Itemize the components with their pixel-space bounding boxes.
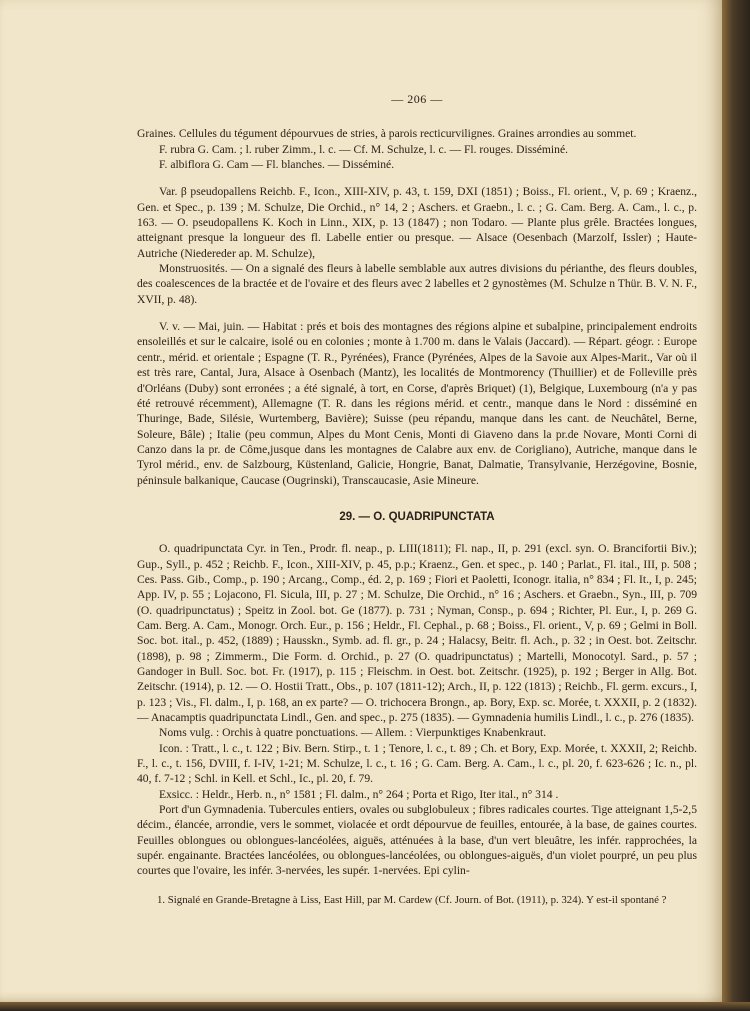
- paragraph-port: Port d'un Gymnadenia. Tubercules entiers, ovales ou subglobuleux ; fibres radicales courtes. Tige atteignant 1,5-2,5 décim., élancée, arrondie, vers le sommet, violacée et ordt dépourvue de feuilles, entourée, à la base, de gaines courtes. Feuilles oblongues ou oblongues-lancéolées, aiguës, atténuées à la base, d'un vert bleuâtre, les infér. rapprochées, la supér. engainante. Bractées lancéolées, ou oblongues-lancéolées, ou oblongues-aiguës, d'un violet pourpré, un peu plus courtes que l'ovaire, les infér. 3-nervées, les supér. 1-nervées. Epi cylin-: [137, 803, 697, 878]
- paragraph-graines: Graines. Cellules du tégument dépourvues de stries, à parois recticurvilignes. Graines arrondies au sommet.: [137, 127, 637, 141]
- paragraph-var-pseudopallens: Var. β pseudopallens Reichb. F., Icon., XIII-XIV, p. 43, t. 159, DXI (1851) ; Boiss., Fl. orient., V, p. 69 ; Kraenz., Gen. et Spec., p. 139 ; M. Schulze, Die Orchid., n° 14, 2 ; Aschers. et Graebn., l. c. ; G. Cam. Berg. A. Cam., l. c., p. 163. — O. pseudopallens K. Koch in Linn., XIX, p. 13 (1847) ; non Todaro. — Plante plus grêle. Bractées longues, atteignant presque la longueur des fl. Labelle entier ou presque. — Alsace (Oesenbach (Marzolf, Issler) ; Haute-Autriche (Niedereder ap. M. Schulze),: [137, 185, 697, 260]
- paragraph-f-rubra: F. rubra G. Cam. ; l. ruber Zimm., l. c. — Cf. M. Schulze, l. c. — Fl. rouges. Disséminé.: [159, 142, 568, 156]
- section-heading: 29. — O. QUADRIPUNCTATA: [339, 510, 495, 523]
- page-number: — 206 —: [391, 92, 443, 106]
- paragraph-exsicc: Exsicc. : Heldr., Herb. n., n° 1581 ; Fl. dalm., n° 264 ; Porta et Rigo, Iter ital., n° 314 .: [159, 787, 559, 801]
- paragraph-f-albiflora: F. albiflora G. Cam — Fl. blanches. — Disséminé.: [159, 158, 395, 172]
- book-bottom-edge: [0, 1002, 750, 1011]
- paragraph-noms-vulg: Noms vulg. : Orchis à quatre ponctuations. — Allem. : Vierpunktiges Knabenkraut.: [159, 726, 547, 740]
- paragraph-icon: Icon. : Tratt., l. c., t. 122 ; Biv. Bern. Stirp., t. 1 ; Tenore, l. c., t. 89 ; Ch. et Bory, Exp. Morée, t. XXXII, 2; Reichb. F., l. c., t. 156, DVIII, f. I-IV, 1-21; M. Schulze, l. c., t. 16 ; G. Cam. Berg. A. Cam., l. c., pl. 20, f. 623-626 ; Ic. n., pl. 40, f. 7-12 ; Schl. in Kell. et Schl., Ic., pl. 20, f. 79.: [137, 741, 697, 786]
- paragraph-synonymy: O. quadripunctata Cyr. in Ten., Prodr. fl. neap., p. LIII(1811); Fl. nap., II, p. 291 (excl. syn. O. Brancifortii Biv.); Gup., Syll., p. 452 ; Reichb. F., Icon., XIII-XIV, p. 45, p.p.; Kraenz., Gen. et spec., p. 140 ; Parlat., Fl. ital., III, p. 508 ; Ces. Pass. Gib., Comp., p. 190 ; Arcang., Comp., éd. 2, p. 169 ; Fiori et Paoletti, Iconogr. italia, n° 834 ; Fl. It., I, p. 245; App. IV, p. 55 ; Lojacono, Fl. Sicula, III, p. 27 ; M. Schulze, Die Orchid., n° 16 ; Aschers. et Graebn., Syn., III, p. 709 (O. quadripunctatus) ; Speitz in Zool. bot. Ge (1877). p. 731 ; Nyman, Consp., p. 694 ; Richter, Pl. Eur., I, p. 269 G. Cam. Berg. A. Cam., Monogr. Orch. Eur., p. 156 ; Heldr., Fl. Cephal., p. 68 ; Boiss., Fl. orient., V, p. 69 ; Gelmi in Boll. Soc. bot. ital., p. 452, (1889) ; Hausskn., Symb. ad. fl. gr., p. 24 ; Halacsy, Beitr. fl. Ach., p. 32 ; in Oest. bot. Zeitschr. (1898), p. 98 ; Zimmerm., Die Form. d. Orchid., p. 27 (O. quadripunctatus) ; Martelli, Monocotyl. Sard., p. 57 ; Gandoger in Bull. Soc. bot. Fr. (1917), p. 115 ; Fleischm. in Oest. bot. Zeitschr. (1925), p. 192 ; Berger in Allg. Bot. Zeitschr. (1914), p. 12. — O. Hostii Tratt., Obs., p. 107 (1811-12); Arch., II, p. 122 (1813) ; Reichb., Fl. germ. excurs., I, p. 123 ; Vis., Fl. dalm., I, p. 168, an ex parte? — O. trichocera Brongn., ap. Bory, Exp. sc. Morée, t. XXXII, p. 2 (1832). — Anacamptis quadripunctata Lindl., Gen. and spec., p. 275 (1835). — Gymnadenia humilis Lindl., l. c., p. 276 (1835).: [137, 542, 697, 725]
- book-edge: [722, 0, 750, 1011]
- paragraph-vv-habitat: V. v. — Mai, juin. — Habitat : prés et bois des montagnes des régions alpine et subalpine, principalement endroits ensoleillés et sur le calcaire, isolé ou en colonies ; monte à 1.700 m. dans le Valais (Jaccard). — Répart. géogr. : Europe centr., mérid. et orientale ; Espagne (T. R., Pyrénées), France (Pyrénées, Alpes de la Savoie aux Alpes-Marit., Var où il est très rare, Cantal, Jura, Alsace à Osenbach (Mantz), les localités de Montmorency (Thuillier) et de Folleville près d'Orléans (Duby) sont erronées ; a été signalé, à tort, en Corse, d'après Briquet) (1), Belgique, Luxembourg (n'a y pas été retrouvé récemment), Allemagne (T. R. dans les régions mérid. et centr., manque dans le Nord : disséminé en Thuringe, Bade, Silésie, Wurtemberg, Bavière); Suisse (peu répandu, manque dans les cant. de Neuchâtel, Berne, Soleure, Bâle) ; Italie (peu commun, Alpes du Mont Cenis, Monti di Giaveno dans la pr.de Novare, Monti Corni di Canzo dans la pr. de Côme,jusque dans les montagnes de Calabre aux env. de Corigliano), Autriche, manque dans le Tyrol mérid., env. de Salzbourg, Küstenland, Galicie, Hongrie, Banat, Dalmatie, Transylvanie, Herzégovine, Bosnie, péninsule balkanique, Caucase (Ougrinski), Transcaucasie, Asie Mineure.: [137, 320, 697, 487]
- paragraph-monstruosites: Monstruosités. — On a signalé des fleurs à labelle semblable aux autres divisions du périanthe, des fleurs doubles, des coalescences de la bractée et de l'ovaire et des fleurs avec 2 labelles et 2 gynostèmes (M. Schulze n Thür. B. V. N. F., XVII, p. 48).: [137, 262, 697, 306]
- footnote: 1. Signalé en Grande-Bretagne à Liss, East Hill, par M. Cardew (Cf. Journ. of Bot. (1911), p. 324). Y est-il spontané ?: [157, 893, 667, 906]
- page-text: [137, 92, 697, 907]
